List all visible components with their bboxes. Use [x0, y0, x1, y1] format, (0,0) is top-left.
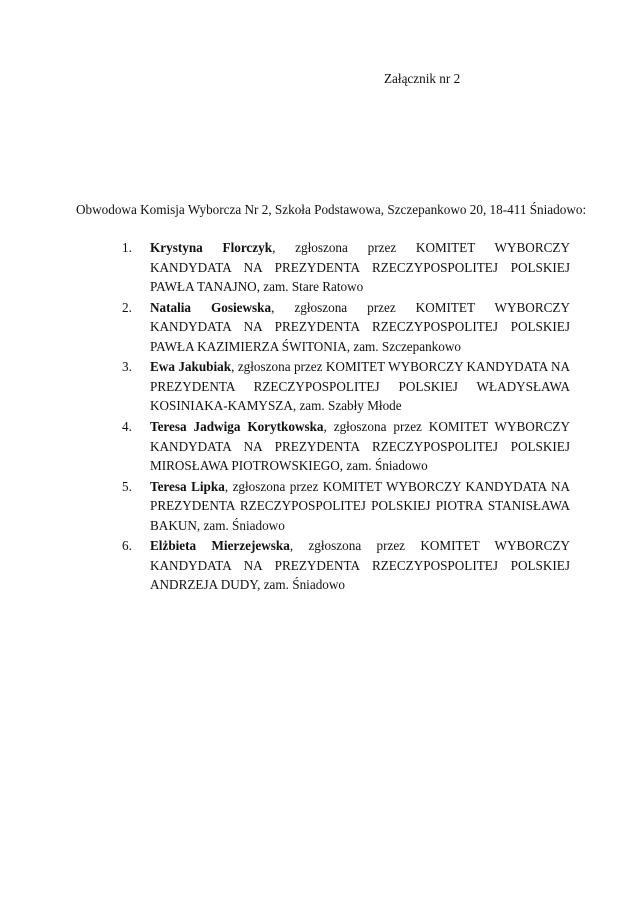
item-number: 3. — [122, 359, 132, 375]
member-text — [150, 238, 570, 297]
member-name: Teresa Lipka — [150, 478, 225, 494]
item-number: 6. — [122, 538, 132, 554]
list-item — [122, 298, 570, 357]
list-item — [122, 417, 570, 476]
item-number: 5. — [122, 478, 132, 494]
member-name: Natalia Gosiewska — [150, 299, 272, 315]
member-details: , zgłoszona przez KOMITET WYBORCZY KANDYDATA NA PREZYDENTA RZECZYPOSPOLITEJ POLSKIEJ WŁADYSŁAWA KOSINIAKA-KAMYSZA, zam. Szabły Młode — [150, 359, 570, 414]
member-text — [150, 417, 570, 476]
list-item — [122, 238, 570, 297]
member-text — [150, 536, 570, 595]
member-text — [150, 477, 570, 536]
commission-heading: Obwodowa Komisja Wyborcza Nr 2, Szkoła Podstawowa, Szczepankowo 20, 18-411 Śniadowo: — [76, 202, 587, 217]
member-name: Ewa Jakubiak — [150, 359, 232, 375]
list-item — [122, 357, 570, 416]
member-text — [150, 298, 570, 357]
member-details: , zgłoszona przez KOMITET WYBORCZY KANDYDATA NA PREZYDENTA RZECZYPOSPOLITEJ POLSKIEJ PIOTRA STANISŁAWA BAKUN, zam. Śniadowo — [150, 478, 570, 533]
member-details: , zgłoszona przez KOMITET WYBORCZY KANDYDATA NA PREZYDENTA RZECZYPOSPOLITEJ POLSKIEJ PAWŁA TANAJNO, zam. Stare Ratowo — [150, 240, 571, 294]
item-number: 4. — [122, 419, 132, 435]
item-number: 2. — [122, 299, 132, 315]
list-item — [122, 536, 570, 595]
item-number: 1. — [122, 240, 132, 255]
member-details: , zgłoszona przez KOMITET WYBORCZY KANDYDATA NA PREZYDENTA RZECZYPOSPOLITEJ POLSKIEJ MIROSŁAWA PIOTROWSKIEGO, zam. Śniadowo — [150, 419, 571, 474]
member-name: Krystyna Florczyk — [150, 240, 273, 255]
list-item — [122, 477, 570, 536]
member-name: Teresa Jadwiga Korytkowska — [150, 419, 324, 435]
member-details: , zgłoszona przez KOMITET WYBORCZY KANDYDATA NA PREZYDENTA RZECZYPOSPOLITEJ POLSKIEJ PAWŁA KAZIMIERZA ŚWITONIA, zam. Szczepankowo — [150, 299, 570, 354]
members-list — [122, 238, 570, 596]
member-text — [150, 357, 570, 416]
annex-label: Załącznik nr 2 — [384, 71, 461, 86]
member-name: Elżbieta Mierzejewska — [150, 538, 290, 554]
member-details: , zgłoszona przez KOMITET WYBORCZY KANDYDATA NA PREZYDENTA RZECZYPOSPOLITEJ POLSKIEJ ANDRZEJA DUDY, zam. Śniadowo — [150, 538, 570, 593]
